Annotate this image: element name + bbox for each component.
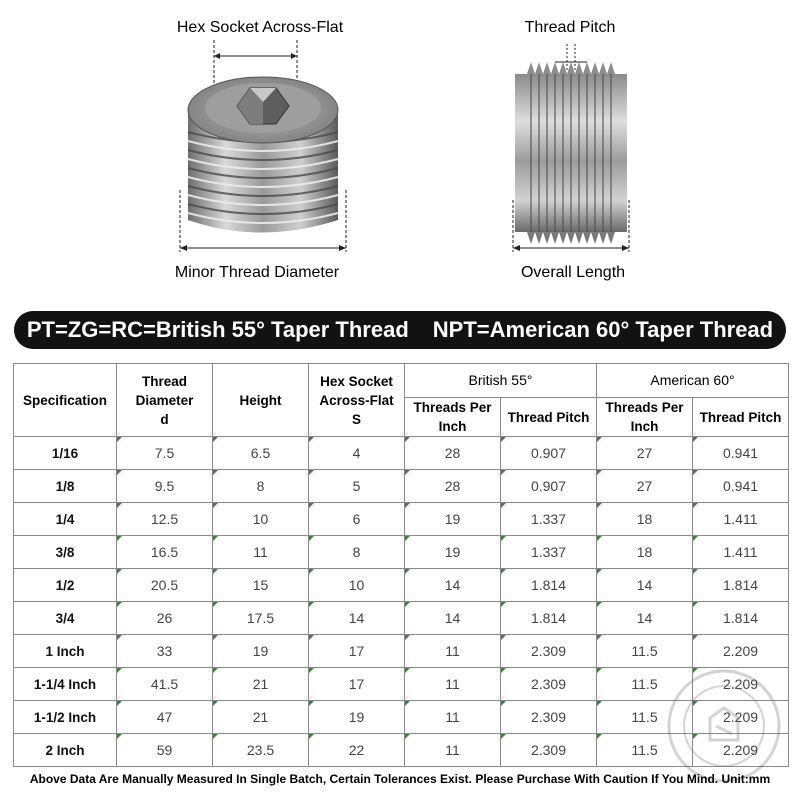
cell-hex-socket: 10 <box>309 569 405 602</box>
cell-american-tpi: 11.5 <box>597 635 693 668</box>
cell-height: 21 <box>213 668 309 701</box>
cell-british-pitch: 1.814 <box>501 602 597 635</box>
header-hex-socket-line1: Hex Socket <box>320 373 393 389</box>
cell-british-pitch: 2.309 <box>501 734 597 767</box>
cell-thread-diameter: 20.5 <box>117 569 213 602</box>
cell-thread-diameter: 47 <box>117 701 213 734</box>
cell-height: 10 <box>213 503 309 536</box>
cell-american-tpi: 14 <box>597 569 693 602</box>
cell-height: 23.5 <box>213 734 309 767</box>
table-row <box>14 569 789 602</box>
overall-length-label: Overall Length <box>520 264 626 281</box>
cell-hex-socket: 4 <box>309 437 405 470</box>
header-hex-socket-symbol: S <box>351 411 361 427</box>
cell-height: 15 <box>213 569 309 602</box>
cell-american-pitch: 2.209 <box>693 668 789 701</box>
cell-spec: 1-1/4 Inch <box>14 668 117 701</box>
header-thread-diameter-symbol: d <box>160 411 169 427</box>
cell-british-pitch: 0.907 <box>501 437 597 470</box>
header-british: British 55° <box>405 364 597 398</box>
cell-height: 8 <box>213 470 309 503</box>
cell-american-tpi: 11.5 <box>597 668 693 701</box>
header-thread-diameter-line1: Thread <box>141 373 187 389</box>
cell-american-tpi: 27 <box>597 470 693 503</box>
cell-british-tpi: 11 <box>405 734 501 767</box>
cell-american-tpi: 11.5 <box>597 701 693 734</box>
table-row <box>14 635 789 668</box>
cell-spec: 3/4 <box>14 602 117 635</box>
cell-american-pitch: 0.941 <box>693 470 789 503</box>
cell-british-tpi: 28 <box>405 437 501 470</box>
header-british-pitch: Thread Pitch <box>501 398 597 437</box>
cell-spec: 1/16 <box>14 437 117 470</box>
table-row <box>14 470 789 503</box>
store-seal-watermark <box>666 668 782 784</box>
header-american-tpi-line2: Inch <box>630 419 659 434</box>
cell-spec: 1/8 <box>14 470 117 503</box>
table-row <box>14 503 789 536</box>
cell-hex-socket: 17 <box>309 668 405 701</box>
cell-british-pitch: 2.309 <box>501 635 597 668</box>
cell-thread-diameter: 7.5 <box>117 437 213 470</box>
american-standard-text: NPT=American 60° Taper Thread <box>432 317 774 342</box>
cell-thread-diameter: 33 <box>117 635 213 668</box>
cell-hex-socket: 6 <box>309 503 405 536</box>
cell-spec: 1-1/2 Inch <box>14 701 117 734</box>
cell-american-pitch: 1.411 <box>693 536 789 569</box>
header-british-tpi <box>405 398 501 437</box>
cell-american-pitch: 2.209 <box>693 635 789 668</box>
cell-american-pitch: 1.814 <box>693 602 789 635</box>
cell-hex-socket: 19 <box>309 701 405 734</box>
cell-hex-socket: 5 <box>309 470 405 503</box>
cell-british-pitch: 0.907 <box>501 470 597 503</box>
cell-hex-socket: 8 <box>309 536 405 569</box>
cell-american-pitch: 2.209 <box>693 701 789 734</box>
cell-thread-diameter: 9.5 <box>117 470 213 503</box>
cell-spec: 3/8 <box>14 536 117 569</box>
header-specification: Specification <box>14 364 117 437</box>
minor-diameter-label: Minor Thread Diameter <box>174 264 340 281</box>
cell-american-tpi: 14 <box>597 602 693 635</box>
header-american-tpi-line1: Threads Per <box>605 400 684 415</box>
header-american-pitch: Thread Pitch <box>693 398 789 437</box>
cell-american-tpi: 11.5 <box>597 734 693 767</box>
header-thread-diameter <box>117 364 213 437</box>
cell-american-pitch: 2.209 <box>693 734 789 767</box>
cell-american-tpi: 18 <box>597 536 693 569</box>
cell-thread-diameter: 16.5 <box>117 536 213 569</box>
hex-socket-label: Hex Socket Across-Flat <box>176 19 344 36</box>
header-height: Height <box>213 364 309 437</box>
header-british-tpi-line2: Inch <box>438 419 467 434</box>
cell-british-tpi: 19 <box>405 536 501 569</box>
thread-standard-banner <box>14 311 786 349</box>
cell-british-pitch: 2.309 <box>501 701 597 734</box>
table-row <box>14 437 789 470</box>
plug-side-view-image <box>505 40 637 262</box>
cell-hex-socket: 22 <box>309 734 405 767</box>
cell-height: 17.5 <box>213 602 309 635</box>
cell-british-pitch: 1.814 <box>501 569 597 602</box>
thread-pitch-label: Thread Pitch <box>524 19 616 36</box>
cell-american-pitch: 1.814 <box>693 569 789 602</box>
cell-british-pitch: 1.337 <box>501 536 597 569</box>
header-american: American 60° <box>597 364 789 398</box>
cell-thread-diameter: 41.5 <box>117 668 213 701</box>
header-hex-socket-line2: Across-Flat <box>319 392 394 408</box>
cell-british-tpi: 11 <box>405 668 501 701</box>
header-british-tpi-line1: Threads Per <box>413 400 492 415</box>
cell-american-tpi: 18 <box>597 503 693 536</box>
cell-height: 6.5 <box>213 437 309 470</box>
cell-british-tpi: 14 <box>405 602 501 635</box>
cell-thread-diameter: 12.5 <box>117 503 213 536</box>
cell-british-pitch: 2.309 <box>501 668 597 701</box>
cell-british-tpi: 28 <box>405 470 501 503</box>
header-hex-socket <box>309 364 405 437</box>
cell-spec: 1/2 <box>14 569 117 602</box>
cell-british-tpi: 14 <box>405 569 501 602</box>
header-thread-diameter-line2: Diameter <box>135 392 194 408</box>
cell-height: 19 <box>213 635 309 668</box>
british-standard-text: PT=ZG=RC=British 55° Taper Thread <box>26 317 409 342</box>
cell-hex-socket: 17 <box>309 635 405 668</box>
cell-thread-diameter: 59 <box>117 734 213 767</box>
cell-spec: 1/4 <box>14 503 117 536</box>
cell-american-tpi: 27 <box>597 437 693 470</box>
cell-british-tpi: 19 <box>405 503 501 536</box>
cell-british-pitch: 1.337 <box>501 503 597 536</box>
cell-british-tpi: 11 <box>405 701 501 734</box>
cell-spec: 1 Inch <box>14 635 117 668</box>
plug-front-view-image <box>170 40 355 262</box>
cell-thread-diameter: 26 <box>117 602 213 635</box>
cell-spec: 2 Inch <box>14 734 117 767</box>
cell-american-pitch: 1.411 <box>693 503 789 536</box>
table-row <box>14 536 789 569</box>
disclaimer-footnote: Above Data Are Manually Measured In Single Batch, Certain Tolerances Exist. Please Purchase With Caution If You Mind. Unit:mm <box>29 772 771 786</box>
cell-american-pitch: 0.941 <box>693 437 789 470</box>
cell-height: 11 <box>213 536 309 569</box>
cell-height: 21 <box>213 701 309 734</box>
cell-british-tpi: 11 <box>405 635 501 668</box>
cell-hex-socket: 14 <box>309 602 405 635</box>
header-american-tpi <box>597 398 693 437</box>
table-row <box>14 602 789 635</box>
